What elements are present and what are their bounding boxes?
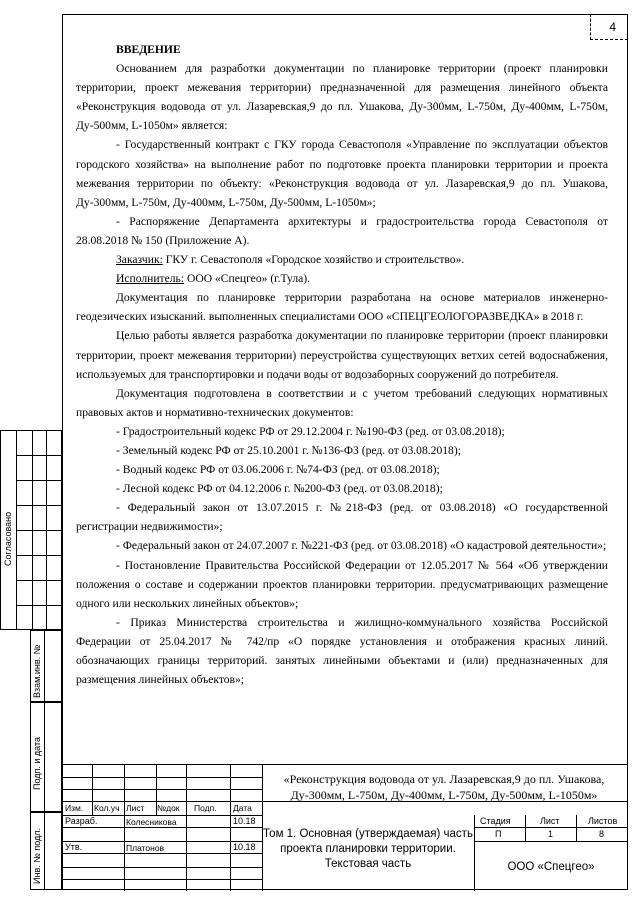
list-item: - Федеральный закон от 24.07.2007 г. №221-ФЗ (ред. от 03.08.2018) «О кадастровой деятельности»; [116,539,607,553]
sheet-label: Лист [540,816,560,826]
paragraph-contract: - Государственный контракт с ГКУ города Севастополя «Управление по эксплуатации объектов городского хозяйства» на выполнение работ по подготовке проекта планировки территории и проекта межевания территории по объекту: «Реконструкция водовода от ул. Лазаревская,9 до пл. Ушакова, Ду-300мм, L-750м, Ду-400мм, L-750м, Ду-500мм, L-1050м»; [76,138,608,209]
sheets-label: Листов [588,816,618,826]
list-item: - Лесной кодекс РФ от 04.12.2006 г. №200-ФЗ (ред. от 03.08.2018); [116,482,443,496]
row1-name: Колесникова [126,817,177,827]
col-ndok: №док [157,803,180,813]
sheet-value: 1 [548,829,554,839]
row1-date: 10.18 [233,816,256,826]
col-data: Дата [233,803,252,813]
paragraph-basis: Основанием для разработки документации по планировке территории (проект планировки территории, проект межевания территории) предназначенной для размещения линейного объекта «Реконструкция водовода от ул. Лазаревская,9 до пл. Ушакова, Ду-300мм, L-750м, Ду-400мм, L-750м, Ду-500мм, L-1050м» является: [76,62,608,133]
customer-value: ГКУ г. Севастополя «Городское хозяйство и строительство». [162,253,465,267]
row2-name: Платонов [126,843,165,853]
paragraph-surveys: Документация по планировке территории разработана на основе материалов инженерно-геодезических изысканий. выполненных специалистами ООО «СПЕЦГЕОЛОГОРАЗВЕДКА» в 2018 г. [76,291,608,324]
col-kol: Кол.уч [94,803,120,813]
list-item: - Градостроительный кодекс РФ от 29.12.2004 г. №190-ФЗ (ред. от 03.08.2018); [116,424,505,438]
replace-inv-label: Взам.инв. № [32,644,42,698]
title-block [62,764,628,890]
document-body [76,40,608,689]
customer-label: Заказчик: [116,253,163,267]
row2-date: 10.18 [233,842,256,852]
list-item: - Федеральный закон от 13.07.2015 г. №218-ФЗ (ред. от 03.08.2018) «О государственной регистрации недвижимости»; [76,501,608,534]
row1-role: Разраб. [65,816,98,826]
sign-date-label: Подп. и дата [32,736,42,790]
project-title: «Реконструкция водовода от ул. Лазаревская,9 до пл. Ушакова, Ду-300мм, L-750м, Ду-400мм, L-750м, Ду-500мм, L-1050м» [283,772,605,802]
agreed-label: Согласовано [3,511,13,566]
customer-line [76,250,608,269]
page-number: 4 [590,14,628,40]
col-list: Лист [126,803,145,813]
list-item: - Постановление Правительства Российской Федерации от 12.05.2017 № 564 «Об утверждении положения о составе и содержании проектов планировки территории. предусматривающих размещение одного или нескольких линейных объектов»; [76,558,608,610]
paragraph-goal: Целью работы является разработка документации по планировке территории (проект планировки территории, проект межевания территории) переустройства существующих ветхих сетей водоснабжения, используемых для транспортировки и подачи воды от водозаборных сооружений до потребителя. [76,329,608,381]
list-item: - Водный кодекс РФ от 03.06.2006 г. №74-ФЗ (ред. от 03.08.2018); [116,463,440,477]
sheets-value: 8 [599,829,605,839]
list-item: - Земельный кодекс РФ от 25.10.2001 г. №136-ФЗ (ред. от 03.08.2018); [116,443,461,457]
row2-role: Утв. [65,842,83,852]
paragraph-docs: Документация подготовлена в соответствии и с учетом требований следующих нормативных правовых актов и нормативно-технических документов: [76,386,608,419]
heading: ВВЕДЕНИЕ [116,43,181,56]
executor-label: Исполнитель: [116,272,185,286]
stage-value: П [495,829,502,839]
executor-value: ООО «Спецгео» (г.Тула). [184,272,311,286]
stage-label: Стадия [480,816,511,826]
col-izm: Изм. [65,803,84,813]
company-name: ООО «Спецгео» [507,861,595,873]
paragraph-order: - Распоряжение Департамента архитектуры и градостроительства города Севастополя от 28.08.2018 № 150 (Приложение А). [76,214,608,247]
inv-orig-label: Инв. № подл. [32,827,42,884]
col-podp: Подп. [194,803,217,813]
document-title: Том 1. Основная (утверждаемая) часть проекта планировки территории. Текстовая часть [263,828,473,870]
list-item: - Приказ Министерства строительства и жилищно-коммунального хозяйства Российской Федерации от 25.04.2017 № 742/пр «О порядке установления и отображения красных линий. обозначающих границы территорий. занятых линейными объектами и (или) предназначенных для размещения линейных объектов»; [76,615,608,687]
executor-line [76,269,608,288]
